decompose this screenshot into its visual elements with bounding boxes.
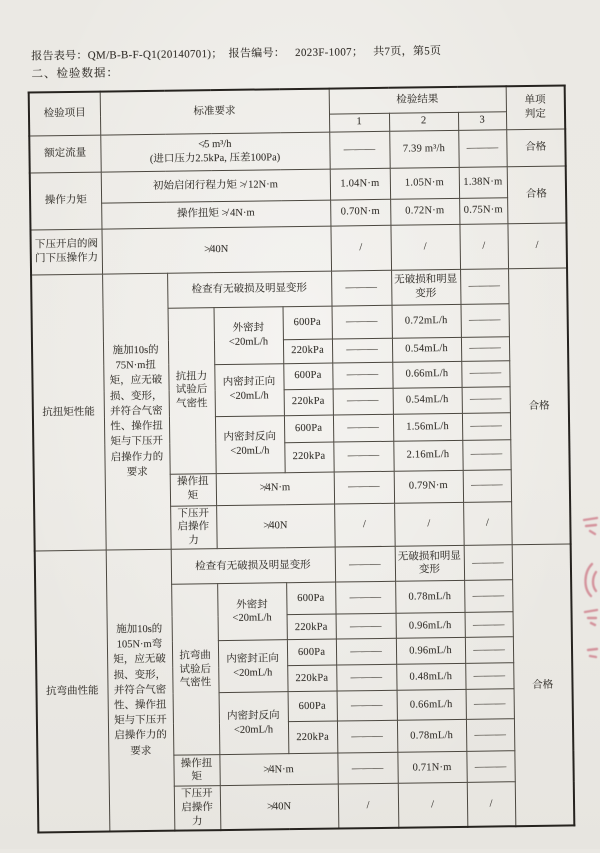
report-header-line (31, 40, 571, 63)
result-cell: ——— (336, 639, 396, 666)
seal-limit: <20mL/h (228, 335, 269, 348)
col-header-standard: 标准要求 (100, 89, 330, 135)
result-cell: ——— (333, 414, 393, 442)
section-title: 二、检验数据： (31, 67, 120, 81)
seal-limit: <20mL/h (233, 724, 274, 736)
result-cell: ——— (465, 663, 513, 690)
standard-cell: ≯40N (216, 504, 335, 549)
result-cell: ——— (461, 360, 509, 387)
result-col-2: 2 (389, 112, 458, 131)
result-col-3: 3 (458, 111, 506, 130)
pressure-cell: 220kPa (284, 389, 333, 416)
result-cell: ——— (332, 305, 392, 339)
result-cell: / (467, 782, 516, 827)
pressure-cell: 600Pa (288, 691, 337, 722)
pressure-cell: 600Pa (287, 639, 336, 666)
press-open-force-row (30, 222, 567, 274)
result-cell: ——— (329, 131, 389, 169)
result-cell: ——— (466, 719, 514, 752)
pressure-cell: 220kPa (283, 339, 332, 364)
seal-type-cell (214, 363, 284, 416)
report-form-no: QM/B-B-F-Q1(20140701)； (87, 47, 223, 62)
result-cell: ——— (461, 336, 509, 361)
result-cell: / (463, 501, 512, 546)
item-cell: 下压开启的阀门下压操作力 (30, 229, 102, 275)
seal-name: 内密封正向 (226, 653, 279, 666)
result-cell: 7.39 m³/h (389, 130, 458, 168)
result-cell: ——— (336, 665, 396, 692)
standard-cell: ≯4N·m (216, 472, 334, 506)
item-cell: 抗扭矩性能 (31, 274, 106, 552)
result-cell: 1.04N·m (330, 168, 390, 200)
result-cell: / (459, 223, 508, 269)
result-cell: 1.56mL/h (393, 413, 462, 441)
page-count: 共7页，第5页 (373, 45, 442, 59)
pressure-cell: 220kPa (288, 721, 337, 754)
result-cell: ——— (464, 545, 512, 581)
result-cell: ——— (460, 268, 508, 304)
result-cell: 0.71N·m (397, 752, 466, 784)
seal-type-cell (215, 415, 285, 473)
item-cell: 操作力矩 (30, 172, 102, 230)
result-cell: ——— (463, 469, 511, 502)
seal-type-cell (219, 692, 289, 755)
result-cell: 0.75N·m (459, 197, 507, 224)
result-cell: 0.72N·m (390, 198, 459, 225)
judgment-cell: 合格 (512, 544, 575, 826)
result-cell: ——— (337, 753, 397, 785)
result-cell: ——— (336, 614, 396, 640)
result-cell: ——— (335, 582, 395, 615)
seal-limit: <20mL/h (230, 444, 270, 457)
pressure-cell: 600Pa (284, 415, 333, 443)
check-label-cell: 检查有无破损及明显变形 (167, 271, 331, 308)
result-cell: 0.72mL/h (391, 304, 460, 338)
seal-type-cell (218, 640, 288, 693)
col-header-item: 检验项目 (29, 92, 101, 136)
result-cell: 1.05N·m (390, 167, 459, 199)
result-cell: ——— (337, 691, 397, 722)
judgment-cell: 合格 (507, 166, 567, 224)
result-cell: ——— (462, 439, 510, 470)
result-cell: 1.38N·m (459, 166, 507, 198)
sub-item-cell: 下压开启操作力 (174, 786, 221, 831)
standard-line-1: ≮5 m³/h (198, 138, 232, 151)
red-stamp-marks-icon (570, 512, 600, 670)
judgment-cell: 合格 (508, 267, 571, 545)
seal-name: 内密封正向 (222, 376, 276, 389)
seal-name: 外密封 (236, 599, 268, 611)
result-cell: ——— (335, 547, 395, 583)
report-no-label: 报告编号： (228, 47, 286, 60)
result-cell: / (330, 225, 391, 271)
result-cell: ——— (465, 612, 513, 638)
result-cell: 无破损和明显变形 (391, 269, 460, 305)
result-cell: / (394, 502, 464, 547)
result-cell: ——— (462, 386, 510, 413)
result-cell: ——— (331, 270, 391, 306)
seal-limit: <20mL/h (233, 667, 273, 679)
sub-item-cell: 操作扭矩 (173, 755, 219, 787)
result-cell: 0.66mL/h (397, 690, 466, 721)
result-cell: ——— (334, 471, 394, 504)
seal-name: 内密封反向 (227, 710, 280, 723)
result-cell: / (334, 503, 395, 548)
standard-cell: 初始启闭行程力矩 ≯ 12N·m (101, 169, 330, 203)
pressure-cell: 600Pa (283, 363, 332, 390)
sub-item-cell: 下压开启操作力 (170, 505, 217, 550)
col-header-judgment (506, 86, 566, 130)
result-cell: ——— (337, 721, 397, 754)
result-cell: / (390, 224, 460, 270)
result-cell: 0.66mL/h (392, 361, 461, 388)
result-cell: 0.54mL/h (392, 337, 461, 362)
result-cell: ——— (462, 412, 510, 440)
test-description: 施加10s的 75N·m扭矩，应无破损、变形，并符合气密性、操作扭矩与下压开启操作力的要求 (102, 273, 171, 551)
result-cell: ——— (333, 388, 393, 415)
result-cell: ——— (464, 580, 512, 613)
result-cell: 0.78mL/h (397, 720, 466, 753)
standard-cell (100, 132, 329, 172)
check-label-cell: 检查有无破损及明显变形 (171, 547, 335, 584)
pressure-cell: 220kPa (284, 442, 333, 473)
result-cell: ——— (332, 362, 392, 389)
standard-cell: ≯40N (220, 784, 339, 830)
standard-cell: ≯40N (101, 226, 331, 274)
result-cell: ——— (465, 637, 513, 664)
result-cell: 0.79N·m (394, 470, 463, 503)
judgment-cell: 合格 (506, 129, 565, 167)
seal-name: 内密封反向 (223, 431, 277, 443)
standard-line-2: (进口压力2.5kPa, 压差100Pa) (149, 151, 281, 165)
test-description: 施加10s的105N·m弯矩，应无破损、变形，并符合气密性、操作扭矩与下压开启操作力的要求 (106, 550, 175, 832)
seal-type-cell (217, 583, 287, 641)
pressure-cell: 600Pa (286, 582, 335, 615)
result-cell: 0.70N·m (330, 199, 390, 226)
airtight-label-cell: 抗弯曲试验后气密性 (171, 584, 219, 756)
pressure-cell: 600Pa (283, 306, 332, 340)
result-col-1: 1 (329, 113, 389, 132)
result-cell: ——— (466, 751, 514, 783)
pressure-cell: 220kPa (287, 665, 336, 692)
judgment-cell: / (507, 222, 567, 268)
result-cell: 0.48mL/h (396, 664, 465, 691)
result-cell: 2.16mL/h (393, 440, 462, 471)
report-form-label: 报告表号： (31, 49, 88, 63)
seal-limit: <20mL/h (229, 390, 269, 402)
seal-type-cell (214, 306, 284, 364)
report-no: 2023F-1007； (295, 46, 364, 60)
sub-item-cell: 操作扭矩 (170, 473, 216, 506)
seal-name: 外密封 (232, 322, 265, 334)
seal-limit: <20mL/h (232, 612, 272, 625)
item-cell: 抗弯曲性能 (35, 550, 110, 832)
result-cell: / (338, 784, 399, 829)
result-cell: ——— (460, 303, 508, 337)
item-cell: 额定流量 (29, 135, 100, 173)
judgment-label: 单项判定 (524, 94, 546, 120)
standard-cell: ≯4N·m (219, 753, 337, 786)
standard-cell: 操作扭矩 ≯ 4N·m (101, 200, 330, 229)
result-cell: 0.96mL/h (396, 613, 465, 639)
inspection-data-table (28, 84, 576, 833)
result-cell: ——— (458, 129, 507, 167)
result-cell: ——— (332, 338, 392, 363)
col-header-result: 检验结果 (329, 86, 506, 113)
airtight-label-cell: 抗扭力试验后气密性 (168, 307, 216, 474)
result-cell: / (398, 783, 468, 828)
result-cell: 无破损和明显变形 (395, 546, 464, 582)
result-cell: ——— (333, 441, 393, 472)
result-cell: 0.96mL/h (396, 638, 465, 665)
result-cell: 0.54mL/h (393, 387, 462, 414)
pressure-cell: 220kPa (287, 614, 336, 640)
result-cell: ——— (466, 689, 514, 720)
result-cell: 0.78mL/h (395, 581, 464, 614)
